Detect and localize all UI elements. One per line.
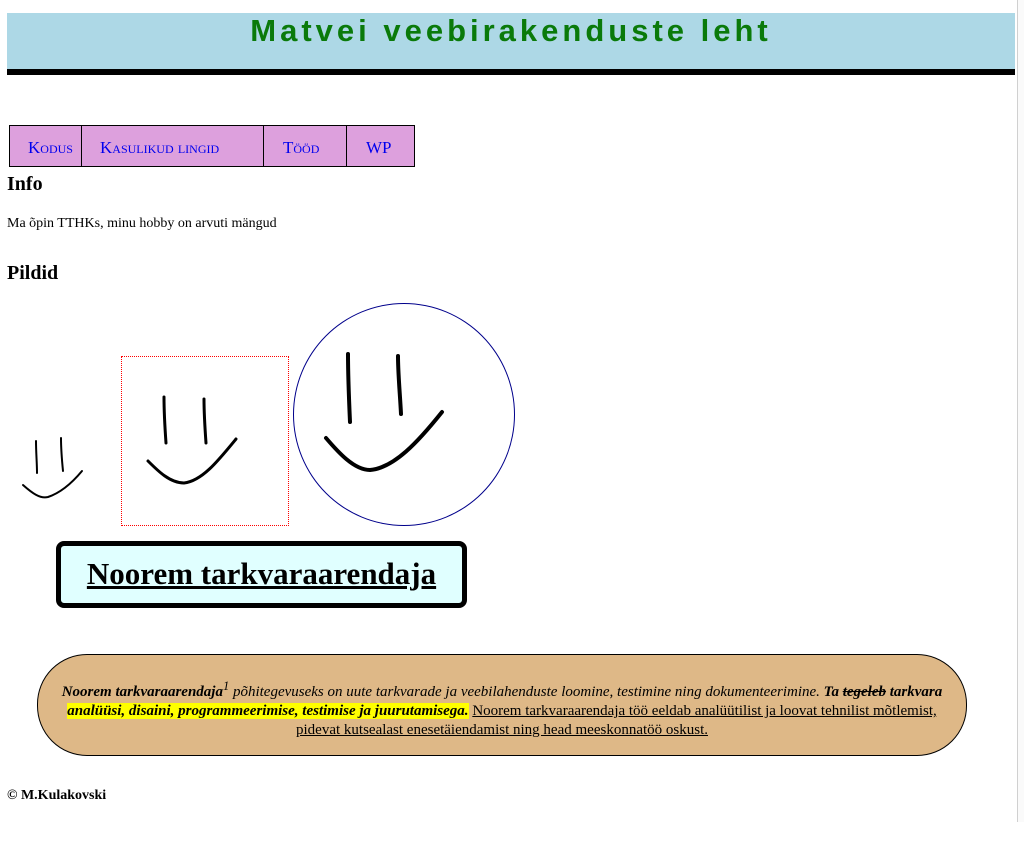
job-title-box <box>56 541 467 608</box>
pildid-heading: Pildid <box>7 262 59 284</box>
nav-link-kodus[interactable]: Kodus <box>9 125 82 167</box>
job-description-text <box>60 677 944 740</box>
description-deleted: tegeleb <box>842 684 887 700</box>
description-highlight: analüüsi, disaini, programmeerimise, testimise ja juurutamisega. <box>67 703 469 719</box>
main-nav <box>9 125 414 167</box>
smiley-image-round <box>293 303 515 526</box>
description-ta: Ta <box>823 684 839 700</box>
description-underline: Noorem tarkvaraarendaja töö eeldab analüütilist ja loovat tehnilist mõtlemist, pidevat kutsealast enesetäiendamist ning head meeskonnatöö oskust. <box>296 703 937 738</box>
page-title: Matvei veebirakenduste leht <box>250 13 772 48</box>
description-part1: põhitegevuseks on uute tarkvarade ja veebilahenduste loomine, testimine ning dokumenteerimine. <box>229 684 824 700</box>
smiley-image-small <box>20 433 86 503</box>
page-header <box>7 13 1015 75</box>
smiley-image-bordered <box>121 356 289 526</box>
info-text: Ma õpin TTHKs, minu hobby on arvuti mängud <box>7 216 277 231</box>
nav-link-kasulikud-lingid[interactable]: Kasulikud lingid <box>81 125 264 167</box>
footnote-marker: 1 <box>222 679 230 693</box>
job-title: Noorem tarkvaraarendaja <box>86 556 437 591</box>
job-description <box>37 654 967 756</box>
description-tarkvara: tarkvara <box>886 684 943 700</box>
info-heading: Info <box>7 173 43 195</box>
footer-copyright: © M.Kulakovski <box>7 788 107 803</box>
nav-link-wp[interactable]: WP <box>346 125 415 167</box>
scrollbar[interactable] <box>1017 0 1024 822</box>
description-term: Noorem tarkvaraarendaja <box>61 684 223 700</box>
nav-link-tood[interactable]: Tööd <box>263 125 347 167</box>
